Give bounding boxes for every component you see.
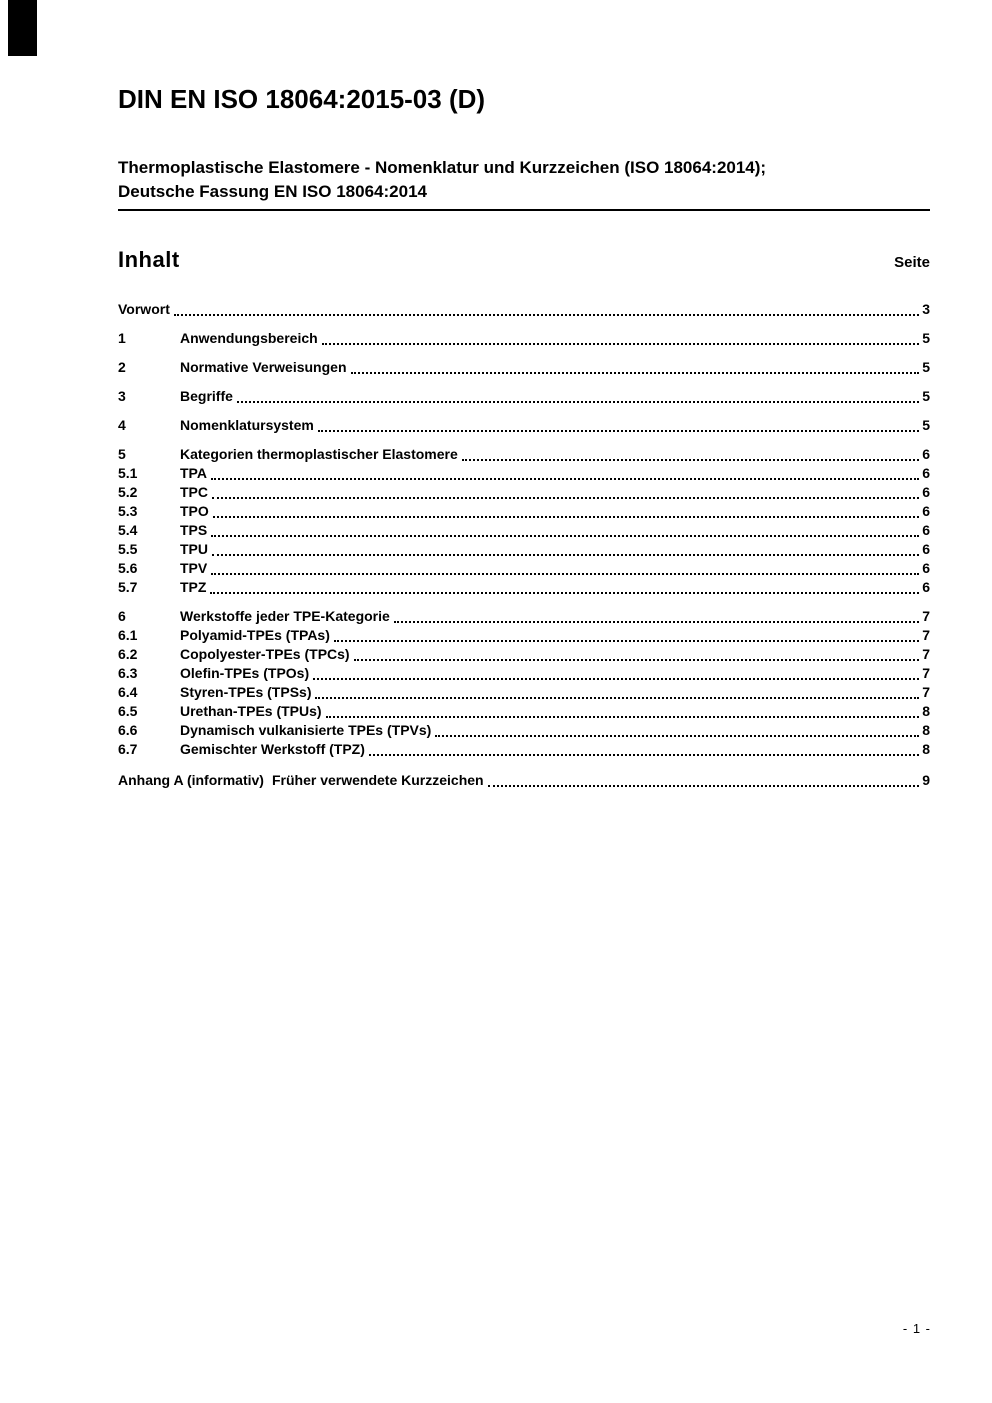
toc-entry-label: Werkstoffe jeder TPE-Kategorie	[180, 608, 390, 624]
toc-entry-label: TPZ	[180, 579, 207, 595]
toc-entry-label: Früher verwendete Kurzzeichen	[271, 772, 484, 788]
toc-entry-number: 5.2	[118, 484, 138, 500]
toc-entry	[118, 626, 930, 645]
toc-entry-page: 8	[922, 722, 930, 738]
toc-entry-number: 6	[118, 608, 126, 624]
toc-entry-label: Normative Verweisungen	[180, 359, 347, 375]
toc-entry-page: 7	[922, 665, 930, 681]
toc-leader-dots	[211, 535, 919, 537]
toc-entry-label: TPO	[180, 503, 209, 519]
toc-entry	[118, 502, 930, 521]
toc-entry	[118, 445, 930, 464]
toc-entry	[118, 329, 930, 348]
toc-entry-label: TPA	[180, 465, 207, 481]
toc-entry-label: Gemischter Werkstoff (TPZ)	[180, 741, 365, 757]
toc-entry	[118, 387, 930, 406]
toc-entry	[118, 683, 930, 702]
scan-artifact-bar	[8, 0, 37, 56]
toc-leader-dots	[313, 678, 919, 680]
subtitle-line-2: Deutsche Fassung EN ISO 18064:2014	[118, 182, 427, 201]
toc-leader-dots	[212, 497, 919, 499]
toc-entry-label: Dynamisch vulkanisierte TPEs (TPVs)	[180, 722, 432, 738]
toc-entry-page: 6	[922, 446, 930, 462]
toc-entry-label: Nomenklatursystem	[180, 417, 314, 433]
toc-entry-number: Anhang A (informativ)	[118, 772, 264, 788]
toc-entry-number: 5.6	[118, 560, 138, 576]
toc-entry-page: 7	[922, 627, 930, 643]
toc-entry-number: 5.5	[118, 541, 138, 557]
toc-entry-label: TPV	[180, 560, 208, 576]
toc-leader-dots	[213, 516, 919, 518]
toc-entry-page: 6	[922, 484, 930, 500]
toc-entry-page: 7	[922, 646, 930, 662]
subtitle-line-1: Thermoplastische Elastomere - Nomenklatur und Kurzzeichen (ISO 18064:2014);	[118, 158, 767, 177]
toc-header	[118, 247, 930, 273]
toc-entry	[118, 740, 930, 759]
toc-entry	[118, 607, 930, 626]
toc-entry-label: TPC	[180, 484, 208, 500]
toc-entry-label: Copolyester-TPEs (TPCs)	[180, 646, 350, 662]
toc-entry-number: 4	[118, 417, 126, 433]
toc-entry-label: Olefin-TPEs (TPOs)	[180, 665, 310, 681]
toc-entry-page: 3	[922, 301, 930, 317]
toc-entry	[118, 521, 930, 540]
toc-entry-page: 7	[922, 684, 930, 700]
toc-leader-dots	[334, 640, 919, 642]
toc-entry-number: 6.7	[118, 741, 138, 757]
toc-entry-number: 1	[118, 330, 126, 346]
toc-entry	[118, 416, 930, 435]
toc-leader-dots	[326, 716, 919, 718]
toc-entry-page: 6	[922, 503, 930, 519]
toc-entry-number: 5.1	[118, 465, 138, 481]
toc-leader-dots	[315, 697, 919, 699]
toc-entry	[118, 358, 930, 377]
toc-entry	[118, 300, 930, 319]
toc-entry-number: 6.1	[118, 627, 138, 643]
toc-entry-label: TPS	[180, 522, 208, 538]
toc-leader-dots	[318, 430, 919, 432]
toc-entry-label: Urethan-TPEs (TPUs)	[180, 703, 322, 719]
toc-entry-label: Begriffe	[180, 388, 233, 404]
toc-entry	[118, 578, 930, 597]
toc-entry-page: 6	[922, 579, 930, 595]
document-title: DIN EN ISO 18064:2015-03 (D)	[118, 84, 486, 114]
toc-entry	[118, 464, 930, 483]
toc-leader-dots	[322, 343, 919, 345]
toc-leader-dots	[435, 735, 919, 737]
toc-entry	[118, 540, 930, 559]
toc-leader-dots	[394, 621, 919, 623]
toc-entry-page: 6	[922, 560, 930, 576]
toc-entry-number: 3	[118, 388, 126, 404]
toc-entry-page: 7	[922, 608, 930, 624]
toc-entry	[118, 702, 930, 721]
toc-entry	[118, 771, 930, 790]
toc-entry-page: 8	[922, 703, 930, 719]
toc-leader-dots	[462, 459, 919, 461]
toc-entry-page: 6	[922, 522, 930, 538]
toc-leader-dots	[488, 785, 919, 787]
toc-leader-dots	[369, 754, 919, 756]
toc-entry	[118, 483, 930, 502]
toc-entry	[118, 664, 930, 683]
toc-entry-page: 5	[922, 388, 930, 404]
toc-entry-page: 6	[922, 465, 930, 481]
toc-entry-number: 5.7	[118, 579, 138, 595]
toc-list	[118, 300, 930, 790]
toc-entry	[118, 721, 930, 740]
toc-entry-page: 6	[922, 541, 930, 557]
toc-leader-dots	[211, 478, 919, 480]
toc-entry-page: 5	[922, 359, 930, 375]
document-subtitle	[118, 156, 930, 211]
toc-entry	[118, 645, 930, 664]
toc-heading: Inhalt	[118, 247, 180, 272]
toc-entry-label: Kategorien thermoplastischer Elastomere	[180, 446, 458, 462]
toc-leader-dots	[237, 401, 919, 403]
toc-entry-label: TPU	[180, 541, 208, 557]
toc-entry	[118, 559, 930, 578]
toc-entry-number: 6.6	[118, 722, 138, 738]
toc-entry-page: 5	[922, 330, 930, 346]
toc-entry-number: 5.3	[118, 503, 138, 519]
toc-entry-label: Anwendungsbereich	[180, 330, 318, 346]
toc-entry-number: 6.5	[118, 703, 138, 719]
toc-entry-number: 6.3	[118, 665, 138, 681]
toc-entry-number: 6.4	[118, 684, 138, 700]
toc-leader-dots	[354, 659, 919, 661]
toc-entry-number: 2	[118, 359, 126, 375]
toc-leader-dots	[212, 554, 919, 556]
toc-entry-number: 6.2	[118, 646, 138, 662]
toc-entry-number: 5	[118, 446, 126, 462]
toc-entry-page: 5	[922, 417, 930, 433]
toc-entry-label: Styren-TPEs (TPSs)	[180, 684, 312, 700]
page-number-footer: - 1 -	[902, 1321, 931, 1336]
toc-leader-dots	[174, 314, 919, 316]
toc-entry-page: 9	[922, 772, 930, 788]
toc-entry-number: 5.4	[118, 522, 138, 538]
toc-leader-dots	[210, 592, 919, 594]
toc-entry-label: Vorwort	[118, 301, 170, 317]
toc-leader-dots	[211, 573, 919, 575]
toc-page-column-label: Seite	[894, 254, 930, 271]
toc-entry-page: 8	[922, 741, 930, 757]
toc-entry-label: Polyamid-TPEs (TPAs)	[180, 627, 330, 643]
toc-leader-dots	[351, 372, 919, 374]
